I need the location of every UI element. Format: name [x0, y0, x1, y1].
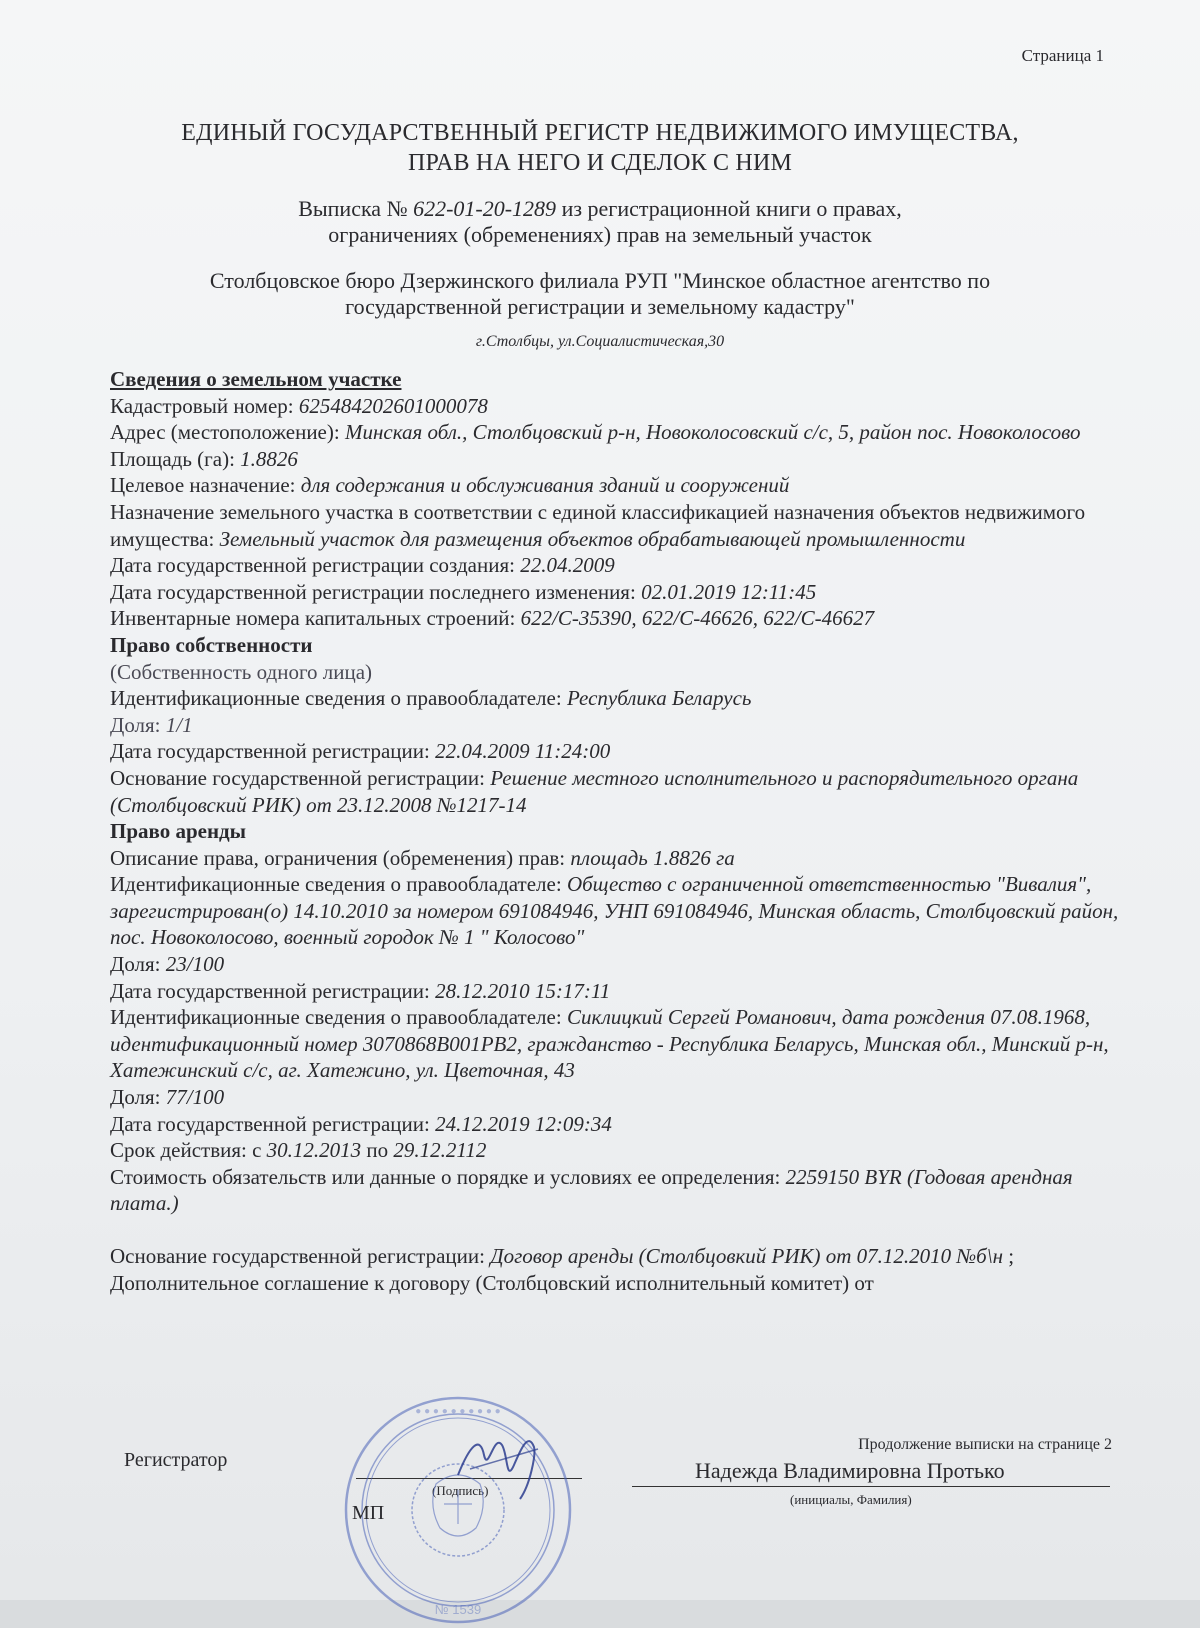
- name-caption: (инициалы, Фамилия): [790, 1492, 912, 1507]
- continuation-note: Продолжение выписки на странице 2: [858, 1436, 1112, 1453]
- ownership-date-value: 22.04.2009 11:24:00: [435, 739, 611, 764]
- extract-prefix: Выписка №: [298, 196, 414, 221]
- spacer: [110, 1217, 1120, 1243]
- lessee2-date-row: Дата государственной регистрации: 24.12.2019 12:09:34: [110, 1111, 612, 1136]
- lessee2-share-value: 77/100: [165, 1085, 225, 1110]
- area-value: 1.8826: [240, 446, 298, 471]
- seal-placeholder-label: МП: [352, 1502, 385, 1524]
- lessee1-value: Общество с ограниченной ответственностью "Вивалия", зарегистрирован(о) 14.10.2010 за номером 691084946, УНП 691084946, Минская область, Столбцовский район, пос. Новоколосово, военный городок № 1 " Колосово": [110, 872, 1119, 950]
- lease-cost-row: Стоимость обязательств или данные о порядке и условиях ее определения: 2259150 BYR (Годовая арендная плата.): [110, 1164, 1073, 1216]
- ownership-date-row: Дата государственной регистрации: 22.04.2009 11:24:00: [110, 739, 611, 764]
- lease-basis-row: Основание государственной регистрации: Договор аренды (Столбцовкий РИК) от 07.12.2010 №б\н ; Дополнительное соглашение к договору (Столбцовский исполнительный комитет) от: [110, 1244, 1015, 1295]
- signature-caption: (Подпись): [432, 1483, 489, 1498]
- registrar-name: Надежда Владимировна Протько: [695, 1458, 1005, 1483]
- organization-address: г.Столбцы, ул.Социалистическая,30: [475, 333, 725, 350]
- lessee1-row: Идентификационные сведения о правообладателе: Общество с ограниченной ответственностью "Вивалия", зарегистрирован(о) 14.10.2010 за номером 691084946, УНП 691084946, Минская область, Столбцовский район, пос. Новоколосово, военный городок № 1 " Колосово": [110, 872, 1119, 950]
- title-line-2: ПРАВ НА НЕГО И СДЕЛОК С НИМ: [407, 150, 793, 176]
- lessee1-share-row: Доля: 23/100: [110, 952, 225, 977]
- creation-date-value: 22.04.2009: [520, 553, 615, 578]
- handwritten-signature: [450, 1425, 550, 1505]
- owner-share-row: Доля: 1/1: [110, 712, 193, 737]
- owner-value: Республика Беларусь: [566, 686, 752, 711]
- lease-term-from: 30.12.2013: [266, 1138, 362, 1163]
- lease-term-to: 29.12.2112: [393, 1138, 487, 1163]
- cadastral-number-row: Кадастровый номер: 625484202601000078: [110, 393, 488, 418]
- address-row: Адрес (местоположение): Минская обл., Столбцовский р-н, Новоколосовский с/с, 5, район пос. Новоколосово: [110, 420, 1081, 445]
- inventory-numbers-value: 622/С-35390, 622/С-46626, 622/С-46627: [520, 606, 875, 631]
- last-change-date-row: Дата государственной регистрации последнего изменения: 02.01.2019 12:11:45: [110, 579, 817, 604]
- lessee1-date-row: Дата государственной регистрации: 28.12.2010 15:17:11: [110, 978, 611, 1003]
- seal-arc-text: ● ● ● ● ● ● ● ● ● ●: [415, 1406, 501, 1417]
- title-line-1: ЕДИНЫЙ ГОСУДАРСТВЕННЫЙ РЕГИСТР НЕДВИЖИМОГО ИМУЩЕСТВА,: [181, 120, 1019, 146]
- page-number: Страница 1: [1021, 46, 1104, 65]
- lease-basis-value: Договор аренды (Столбцовкий РИК) от 07.12.2010 №б\н: [490, 1244, 1004, 1268]
- organization-name: [120, 268, 1080, 320]
- area-row: Площадь (га): 1.8826: [110, 446, 298, 471]
- ownership-basis-row: Основание государственной регистрации: Решение местного исполнительного и распорядительного органа (Столбцовский РИК) от 23.12.2008 №1217-14: [110, 765, 1079, 817]
- seal-number: № 1539: [434, 1602, 482, 1617]
- lease-section-title: Право аренды: [110, 819, 247, 844]
- lessee2-value: Сиклицкий Сергей Романович, дата рождения 07.08.1968, идентификационный номер 3070868В001РВ2, гражданство - Республика Беларусь, Минская обл., Минский р-н, Хатежинский с/с, аг. Хатежино, ул. Цветочная, 43: [110, 1005, 1109, 1083]
- creation-date-row: Дата государственной регистрации создания: 22.04.2009: [110, 553, 615, 578]
- lessee2-share-row: Доля: 77/100: [110, 1085, 225, 1110]
- extract-heading: [120, 196, 1080, 248]
- lessee2-row: Идентификационные сведения о правообладателе: Сиклицкий Сергей Романович, дата рождения 07.08.1968, идентификационный номер 3070868В001РВ2, гражданство - Республика Беларусь, Минская обл., Минский р-н, Хатежинский с/с, аг. Хатежино, ул. Цветочная, 43: [110, 1005, 1109, 1083]
- lease-term-row: Срок действия: с 30.12.2013 по 29.12.2112: [110, 1138, 487, 1163]
- address-value: Минская обл., Столбцовский р-н, Новоколосовский с/с, 5, район пос. Новоколосово: [344, 420, 1081, 445]
- cadastral-number-value: 625484202601000078: [298, 393, 488, 418]
- lease-basis-tail: ; Дополнительное соглашение к договору (Столбцовский исполнительный комитет) от: [110, 1244, 1015, 1295]
- purpose-row: Целевое назначение: для содержания и обслуживания зданий и сооружений: [110, 473, 790, 498]
- document-body: [110, 366, 1120, 1296]
- lessee2-date-value: 24.12.2019 12:09:34: [435, 1111, 612, 1136]
- owner-row: Идентификационные сведения о правообладателе: Республика Беларусь: [110, 686, 752, 711]
- inventory-numbers-row: Инвентарные номера капитальных строений: 622/С-35390, 622/С-46626, 622/С-46627: [110, 606, 875, 631]
- lease-description-row: Описание права, ограничения (обременения) прав: площадь 1.8826 га: [110, 845, 735, 870]
- ownership-basis-value: Решение местного исполнительного и распорядительного органа (Столбцовский РИК) от 23.12.2008 №1217-14: [110, 765, 1079, 817]
- ownership-section-title: Право собственности: [110, 632, 313, 657]
- organization-text: Столбцовское бюро Дзержинского филиала РУП "Минское областное агентство по государственной регистрации и земельному кадастру": [209, 268, 991, 319]
- extract-suffix: из регистрационной книги о правах, ограничениях (обременениях) прав на земельный участок: [328, 196, 902, 247]
- classification-row: Назначение земельного участка в соответствии с единой классификацией назначения объектов недвижимого имущества: Земельный участок для размещения объектов обрабатывающей промышленности: [110, 499, 1086, 551]
- registrar-label: Регистратор: [124, 1449, 228, 1471]
- owner-share-value: 1/1: [165, 712, 193, 737]
- last-change-date-value: 02.01.2019 12:11:45: [641, 579, 817, 604]
- registry-title: [120, 118, 1080, 178]
- extract-number: 622-01-20-1289: [413, 196, 557, 221]
- name-line: [632, 1486, 1110, 1487]
- lease-cost-value: 2259150 BYR (Годовая арендная плата.): [110, 1164, 1073, 1216]
- land-section-title: Сведения о земельном участке: [110, 367, 402, 391]
- classification-value: Земельный участок для размещения объектов обрабатывающей промышленности: [219, 526, 966, 551]
- lessee1-date-value: 28.12.2010 15:17:11: [435, 978, 611, 1003]
- lease-description-value: площадь 1.8826 га: [570, 845, 735, 870]
- lessee1-share-value: 23/100: [165, 952, 225, 977]
- purpose-value: для содержания и обслуживания зданий и сооружений: [300, 473, 790, 498]
- ownership-type: (Собственность одного лица): [110, 659, 373, 684]
